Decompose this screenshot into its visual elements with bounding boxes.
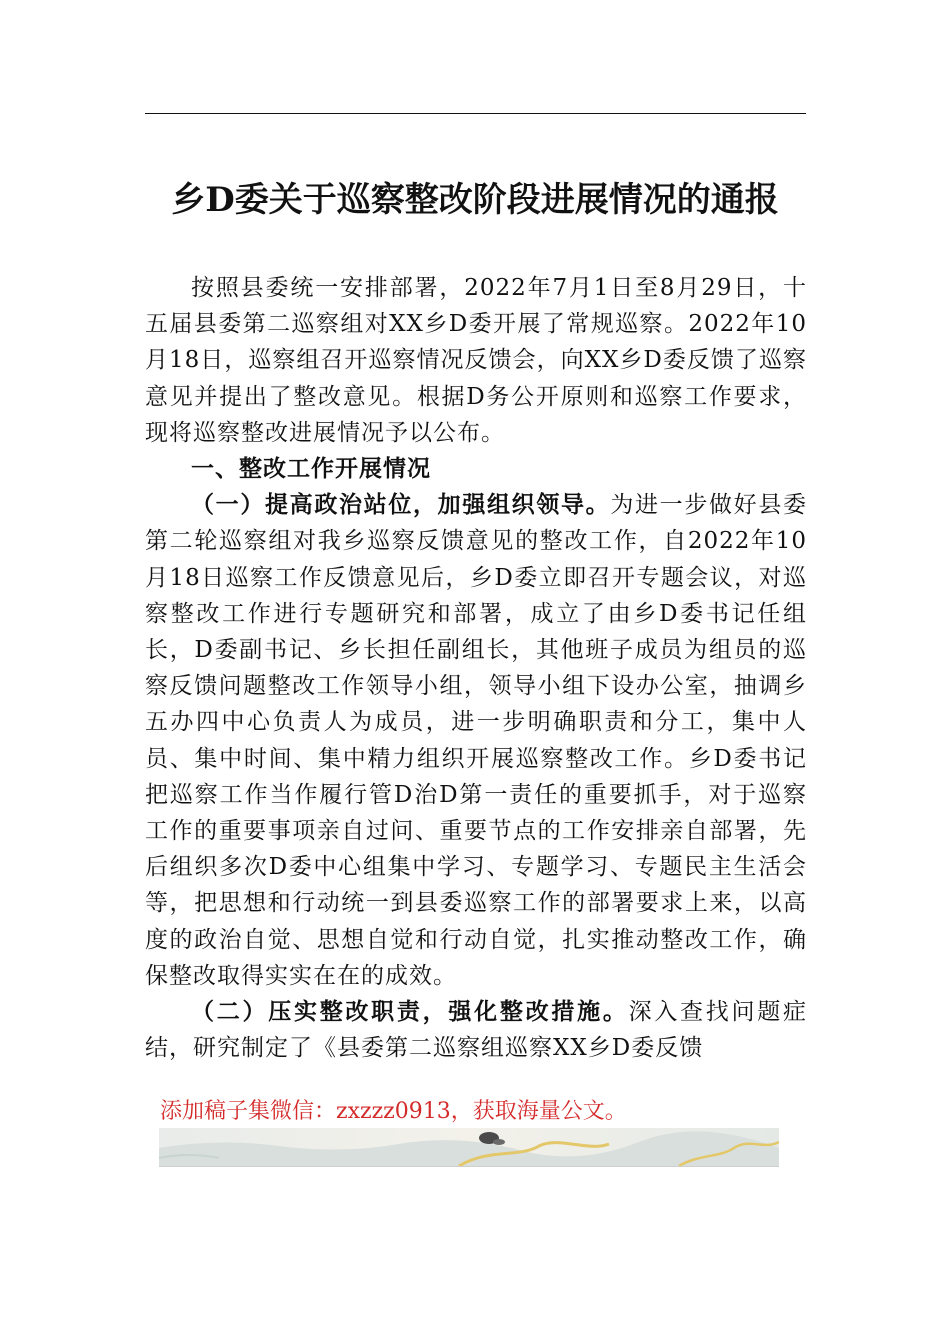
paragraph-measures-lead: （二）压实整改职责，强化整改措施。	[191, 998, 629, 1026]
intro-paragraph	[145, 270, 807, 451]
paragraph-organization-text: 为进一步做好县委第二轮巡察组对我乡巡察反馈意见的整改工作，自2022年10月18日巡察工作反馈意见后，乡D委立即召开专题会议，对巡察整改工作进行专题研究和部署，成立了由乡D委书记任组长，D委副书记、乡长担任副组长，其他班子成员为组员的巡察反馈问题整改工作领导小组，领导小组下设办公室，抽调乡五办四中心负责人为成员，进一步明确职责和分工，集中人员、集中时间、集中精力组织开展巡察整改工作。乡D委书记把巡察工作当作履行管D治D第一责任的重要抓手，对于巡察工作的重要事项亲自过问、重要节点的工作安排亲自部署，先后组织多次D委中心组集中学习、专题学习、专题民主生活会等，把思想和行动统一到县委巡察工作的部署要求上来，以高度的政治自觉、思想自觉和行动自觉，扎实推动整改工作，确保整改取得实实在在的成效。	[145, 492, 808, 989]
section-heading-1: 一、整改工作开展情况	[191, 456, 431, 483]
promo-text: 添加稿子集微信：zxzzz0913，获取海量公文。	[160, 1099, 627, 1124]
intro-paragraph-text: 按照县委统一安排部署，2022年7月1日至8月29日，十五届县委第二巡察组对XX乡D委开展了常规巡察。2022年10月18日，巡察组召开巡察情况反馈会，向XX乡D委反馈了巡察意见并提出了整改意见。根据D务公开原则和巡察工作要求，现将巡察整改进展情况予以公布。	[145, 275, 807, 446]
paragraph-measures-text: 深入查找问题症结，研究制定了《县委第二巡察组巡察XX乡D委反馈	[145, 999, 808, 1062]
paragraph-measures	[145, 994, 807, 1066]
paragraph-organization-lead: （一）提高政治站位，加强组织领导。	[191, 491, 611, 519]
banner-landscape-icon	[159, 1128, 779, 1166]
decorative-banner-image	[159, 1128, 779, 1167]
document-title: 乡D委关于巡察整改阶段进展情况的通报	[171, 180, 779, 220]
paragraph-organization	[145, 487, 807, 994]
document-body	[145, 270, 807, 1066]
header-rule	[145, 113, 806, 114]
